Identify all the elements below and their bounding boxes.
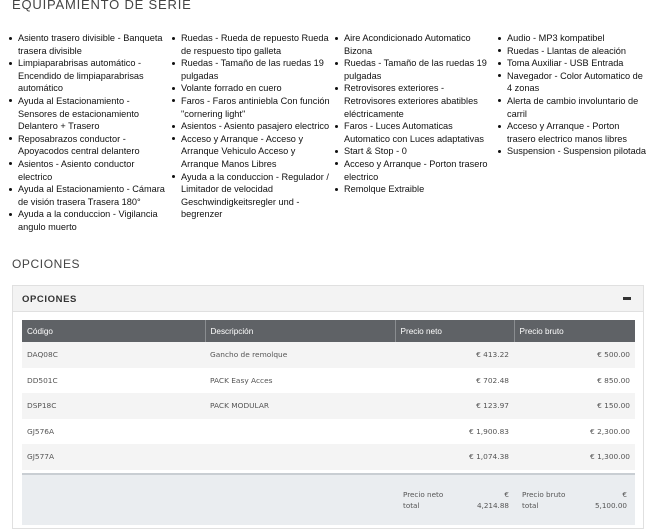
- net-total-value: 4,214.88: [476, 501, 509, 510]
- gross-total-currency: €: [622, 490, 627, 499]
- option-net-price: € 413.22: [395, 342, 514, 368]
- equipment-item: Navegador - Color Automatico de 4 zonas: [496, 70, 646, 95]
- equipment-item: Suspension - Suspension pilotada: [496, 145, 646, 158]
- net-total-sublabel: total: [403, 501, 420, 510]
- option-code: GJ576A: [22, 419, 205, 445]
- options-table: [22, 320, 635, 470]
- option-code: DSP18C: [22, 393, 205, 419]
- column-header-code: Código: [22, 320, 205, 342]
- option-net-price: € 1,074.38: [395, 444, 514, 470]
- option-gross-price: € 850.00: [514, 368, 635, 394]
- option-code: DD501C: [22, 368, 205, 394]
- equipment-item: Volante forrado en cuero: [170, 82, 330, 95]
- table-row: [22, 444, 635, 470]
- table-header-row: [22, 320, 635, 342]
- equipment-column: [170, 32, 330, 221]
- option-description: [205, 419, 395, 445]
- option-code: DAQ08C: [22, 342, 205, 368]
- equipment-item: Faros - Faros antiniebla Con función "cornering light": [170, 95, 330, 120]
- equipment-item: Aire Acondicionado Automatico Bizona: [333, 32, 493, 57]
- equipment-item: Ayuda al Estacionamiento - Cámara de visión trasera Trasera 180°: [7, 183, 167, 208]
- equipment-item: Ayuda a la conduccion - Vigilancia angulo muerto: [7, 208, 167, 233]
- equipment-item: Limpiaparabrisas automático - Encendido de limpiaparabrisas automático: [7, 57, 167, 95]
- options-heading: OPCIONES: [12, 257, 81, 271]
- equipment-item: Asientos - Asiento pasajero electrico: [170, 120, 330, 133]
- equipment-item: Ruedas - Llantas de aleación: [496, 45, 646, 58]
- options-panel: [12, 285, 644, 529]
- option-net-price: € 702.48: [395, 368, 514, 394]
- equipment-column: [496, 32, 646, 158]
- options-panel-header[interactable]: [13, 286, 643, 312]
- equipment-item: Reposabrazos conductor - Apoyacodos central delantero: [7, 133, 167, 158]
- gross-total: [522, 489, 627, 511]
- option-net-price: € 1,900.83: [395, 419, 514, 445]
- equipment-item: Acceso y Arranque - Porton trasero electrico manos libres: [496, 120, 646, 145]
- net-total-currency: €: [504, 490, 509, 499]
- equipment-item: Acceso y Arranque - Porton trasero electrico: [333, 158, 493, 183]
- option-gross-price: € 150.00: [514, 393, 635, 419]
- option-description: [205, 444, 395, 470]
- equipment-column: [333, 32, 493, 196]
- net-total: [403, 489, 509, 511]
- equipment-item: Asientos - Asiento conductor electrico: [7, 158, 167, 183]
- equipment-column: [7, 32, 167, 234]
- gross-total-sublabel: total: [522, 501, 539, 510]
- equipment-item: Asiento trasero divisible - Banqueta trasera divisible: [7, 32, 167, 57]
- option-gross-price: € 500.00: [514, 342, 635, 368]
- option-code: GJ577A: [22, 444, 205, 470]
- table-row: [22, 393, 635, 419]
- gross-total-label: Precio bruto: [522, 490, 566, 499]
- equipment-item: Alerta de cambio involuntario de carril: [496, 95, 646, 120]
- equipment-item: Retrovisores exteriores - Retrovisores exteriores abatibles eléctricamente: [333, 82, 493, 120]
- equipment-item: Toma Auxiliar - USB Entrada: [496, 57, 646, 70]
- table-row: [22, 419, 635, 445]
- option-gross-price: € 2,300.00: [514, 419, 635, 445]
- table-row: [22, 342, 635, 368]
- minus-icon[interactable]: [623, 297, 631, 300]
- equipment-item: Ruedas - Tamaño de las ruedas 19 pulgadas: [333, 57, 493, 82]
- totals-row: [22, 473, 635, 525]
- gross-total-value: 5,100.00: [594, 501, 627, 510]
- equipment-item: Ruedas - Tamaño de las ruedas 19 pulgadas: [170, 57, 330, 82]
- equipment-title: EQUIPAMIENTO DE SERIE: [12, 0, 192, 12]
- equipment-item: Ayuda a la conduccion - Regulador / Limitador de velocidad Geschwindigkeitsregler und -begrenzer: [170, 171, 330, 221]
- table-row: [22, 368, 635, 394]
- column-header-gross-price: Precio bruto: [514, 320, 635, 342]
- option-description: PACK MODULAR: [205, 393, 395, 419]
- equipment-item: Remolque Extraible: [333, 183, 493, 196]
- column-header-net-price: Precio neto: [395, 320, 514, 342]
- option-gross-price: € 1,300.00: [514, 444, 635, 470]
- equipment-item: Audio - MP3 kompatibel: [496, 32, 646, 45]
- options-panel-title: OPCIONES: [22, 294, 77, 305]
- equipment-item: Ruedas - Rueda de repuesto Rueda de respuesto tipo galleta: [170, 32, 330, 57]
- equipment-item: Acceso y Arranque - Acceso y Arranque Vehiculo Acceso y Arranque Manos Libres: [170, 133, 330, 171]
- equipment-item: Faros - Luces Automaticas Automatico con Luces adaptativas: [333, 120, 493, 145]
- option-description: PACK Easy Acces: [205, 368, 395, 394]
- option-description: Gancho de remolque: [205, 342, 395, 368]
- equipment-item: Ayuda al Estacionamiento - Sensores de estacionamiento Delantero + Trasero: [7, 95, 167, 133]
- equipment-item: Start & Stop - 0: [333, 145, 493, 158]
- column-header-description: Descripción: [205, 320, 395, 342]
- option-net-price: € 123.97: [395, 393, 514, 419]
- net-total-label: Precio neto: [403, 490, 444, 499]
